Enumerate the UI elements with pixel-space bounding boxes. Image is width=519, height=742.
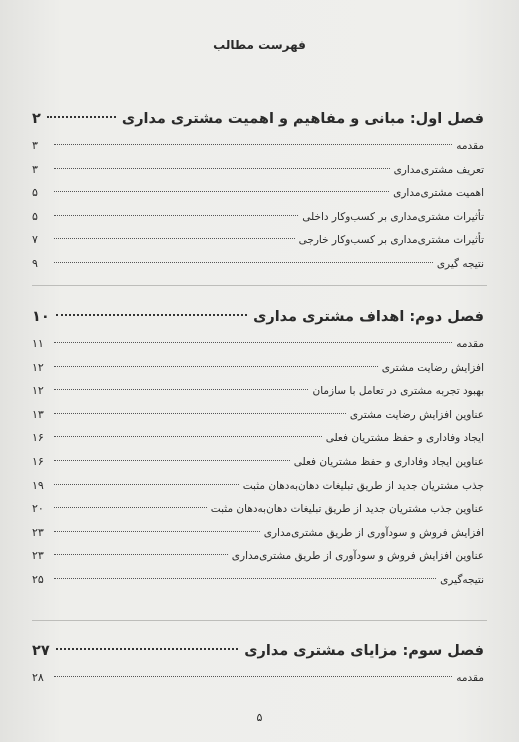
dot-leader (54, 262, 433, 263)
dot-leader (54, 144, 452, 145)
dot-leader (54, 191, 389, 192)
toc-entry-page: ۱۱ (32, 337, 44, 350)
chapter-heading[interactable] (32, 306, 484, 328)
toc-entry-title: مقدمه (456, 140, 484, 152)
dot-leader (54, 215, 298, 216)
toc-entry[interactable] (32, 544, 484, 568)
dot-leader (54, 484, 239, 485)
toc-entry-title: نتیجه‌گیری (440, 573, 484, 586)
toc-entry[interactable] (32, 426, 484, 450)
dot-leader (54, 578, 436, 579)
dot-leader (54, 238, 295, 239)
toc-entry-title: عناوین افزایش فروش و سودآوری از طریق مشتری‌مداری (231, 550, 484, 563)
toc-entry[interactable] (32, 568, 484, 592)
toc-entry[interactable] (32, 205, 484, 229)
chapter-title: فصل اول: مبانی و مفاهیم و اهمیت مشتری مداری (121, 111, 484, 127)
toc-entry-title: عناوین ایجاد وفاداری و حفظ مشتریان فعلی (293, 455, 484, 468)
toc-entry[interactable] (32, 450, 484, 474)
toc-entry-title: افزایش رضایت مشتری (381, 361, 484, 374)
toc-entry-title: افزایش فروش و سودآوری از طریق مشتری‌مداری (263, 526, 484, 539)
toc-entry-page: ۷ (32, 233, 38, 247)
toc-entry-page: ۱۶ (32, 431, 44, 445)
toc-entry[interactable] (32, 497, 484, 521)
toc-entry[interactable] (32, 379, 484, 403)
chapter-2 (32, 306, 484, 592)
toc-entry-page: ۱۲ (32, 384, 44, 398)
dot-leader (54, 366, 378, 367)
toc-entry-page: ۲۳ (32, 549, 44, 563)
toc-entry-page: ۳ (32, 139, 38, 152)
chapter-page-number: ۲۷ (32, 643, 50, 659)
section-divider (32, 285, 487, 286)
page-title: فهرست مطالب (213, 38, 306, 52)
toc-entry-page: ۵ (32, 209, 38, 223)
chapter-title: فصل سوم: مزایای مشتری مداری (244, 643, 484, 659)
toc-entry-title: مقدمه (456, 672, 484, 684)
toc-entry-title: جذب مشتریان جدید از طریق تبلیغات دهان‌به‌دهان مثبت (242, 479, 484, 492)
toc-entry-page: ۲۸ (32, 671, 44, 684)
dot-leader (54, 531, 260, 532)
chapter-heading[interactable] (32, 640, 484, 662)
toc-entry[interactable] (32, 356, 484, 380)
toc-entry-title: عناوین جذب مشتریان جدید از طریق تبلیغات دهان‌به‌دهان مثبت (210, 503, 484, 516)
toc-entry-title: مقدمه (456, 338, 484, 350)
toc-entry[interactable] (32, 252, 484, 276)
dot-leader (54, 676, 452, 677)
toc-entry-page: ۹ (32, 256, 38, 270)
chapter-heading[interactable] (32, 108, 484, 130)
chapter-title: فصل دوم: اهداف مشتری مداری (253, 309, 484, 325)
toc-entry[interactable] (32, 474, 484, 498)
toc-entry-title: تأثیرات مشتری‌مداری بر کسب‌وکار داخلی (302, 210, 484, 223)
dot-leader (56, 314, 247, 316)
toc-entry[interactable] (32, 158, 484, 182)
dot-leader (54, 342, 452, 343)
dot-leader (47, 116, 116, 118)
toc-entry[interactable] (32, 666, 484, 690)
toc-entry-page: ۱۳ (32, 407, 44, 421)
toc-entry-title: بهبود تجربه مشتری در تعامل با سازمان (312, 385, 484, 398)
toc-entry-page: ۵ (32, 186, 38, 200)
toc-entry-title: تعریف مشتری‌مداری (393, 163, 484, 176)
toc-entry[interactable] (32, 228, 484, 252)
toc-entry[interactable] (32, 403, 484, 427)
toc-entry[interactable] (32, 181, 484, 205)
toc-entry-title: عناوین افزایش رضایت مشتری (349, 408, 484, 421)
page-number: ۵ (256, 711, 263, 724)
toc-entry-page: ۲۳ (32, 525, 44, 539)
chapter-page-number: ۲ (32, 111, 41, 127)
toc-entry-page: ۱۹ (32, 478, 44, 492)
chapter-3 (32, 640, 484, 690)
toc-entry-title: ایجاد وفاداری و حفظ مشتریان فعلی (325, 432, 484, 445)
dot-leader (56, 648, 239, 650)
dot-leader (54, 460, 290, 461)
toc-entry[interactable] (32, 332, 484, 356)
toc-entry-title: اهمیت مشتری‌مداری (393, 187, 484, 200)
toc-entry-page: ۲۵ (32, 572, 44, 586)
toc-entry-page: ۱۲ (32, 360, 44, 374)
dot-leader (54, 413, 346, 414)
toc-entry-page: ۲۰ (32, 502, 44, 516)
dot-leader (54, 389, 308, 390)
chapter-page-number: ۱۰ (32, 309, 50, 325)
dot-leader (54, 436, 322, 437)
toc-entry-title: نتیجه گیری (436, 257, 484, 270)
toc-entry[interactable] (32, 134, 484, 158)
section-divider (32, 620, 487, 621)
chapter-1 (32, 108, 484, 276)
dot-leader (54, 507, 207, 508)
toc-entry-page: ۱۶ (32, 454, 44, 468)
toc-entry-page: ۳ (32, 162, 38, 176)
toc-entry[interactable] (32, 521, 484, 545)
dot-leader (54, 554, 228, 555)
dot-leader (54, 168, 390, 169)
toc-entry-title: تأثیرات مشتری‌مداری بر کسب‌وکار خارجی (298, 234, 484, 247)
